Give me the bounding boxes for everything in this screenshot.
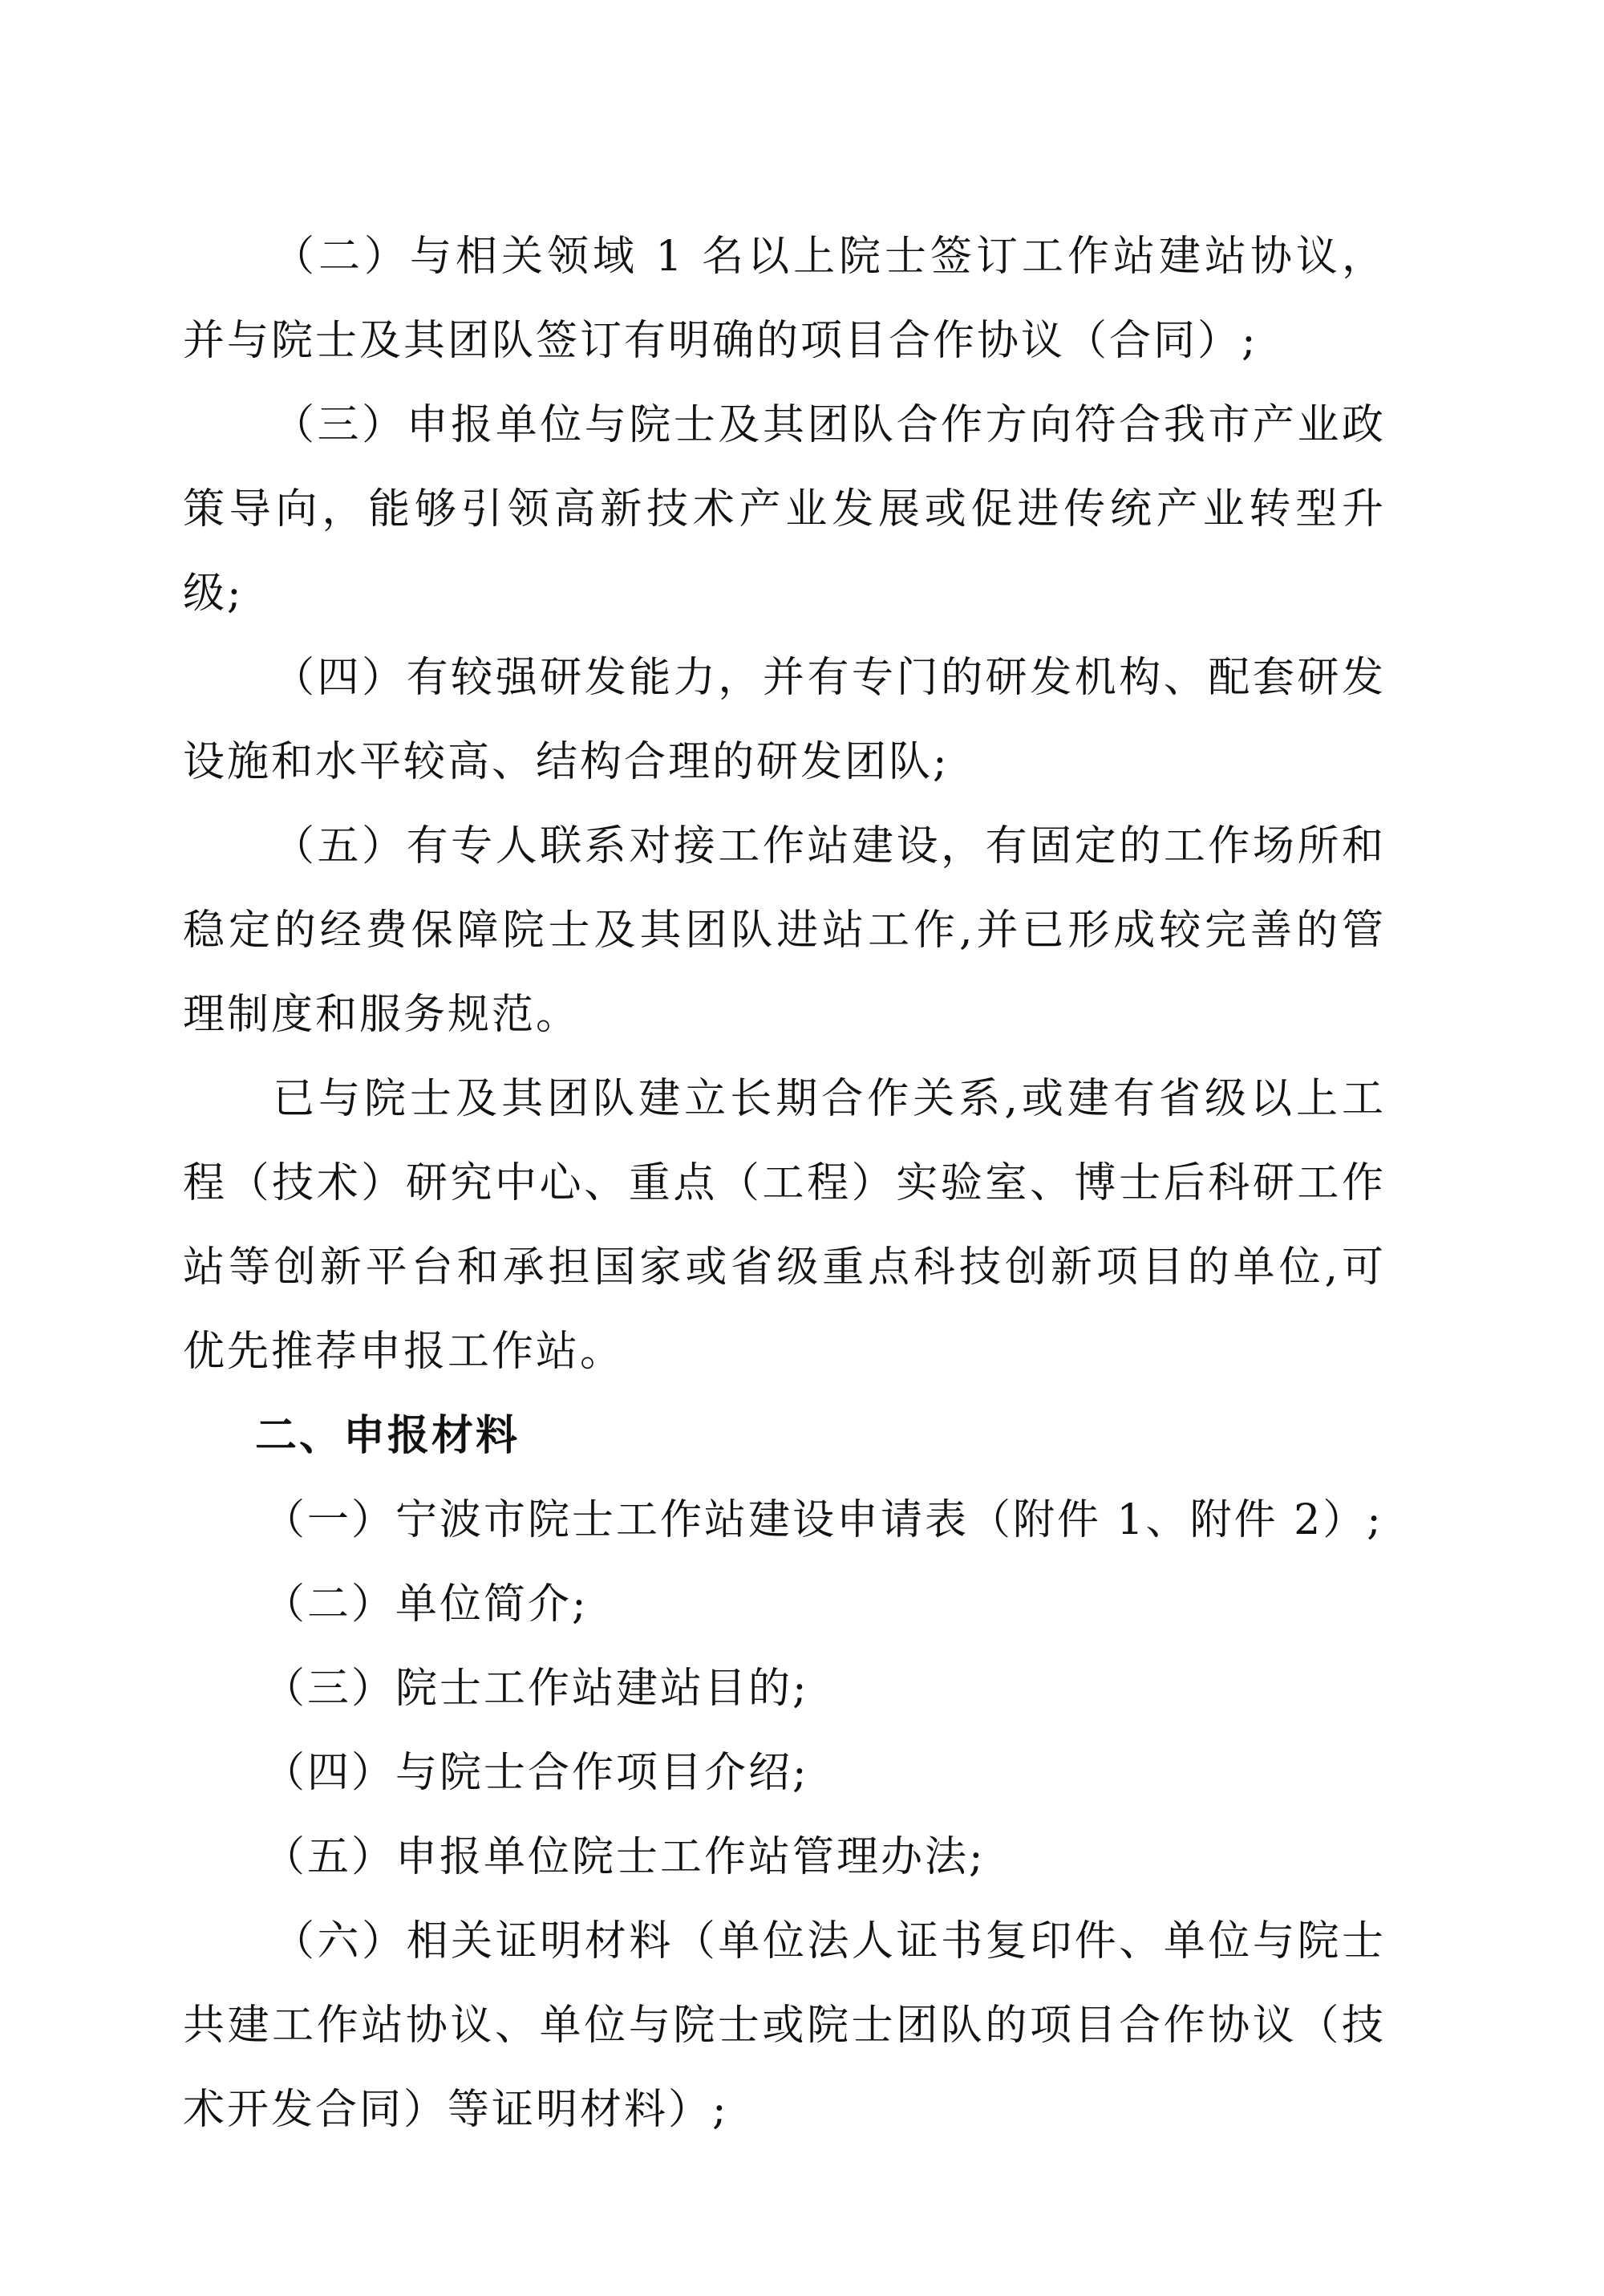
material-item-6: （六）相关证明材料（单位法人证书复印件、单位与院士共建工作站协议、单位与院士或院士团队的项目合作协议（技术开发合同）等证明材料）; xyxy=(183,1917,1386,2134)
paragraph-requirement-2: （二）与相关领域 1 名以上院士签订工作站建站协议，并与院士及其团队签订有明确的项目合作协议（合同）; xyxy=(183,233,1386,365)
document-body xyxy=(183,215,1386,2152)
material-item-2: （二）单位简介; xyxy=(263,1580,589,1629)
paragraph-priority-note: 已与院士及其团队建立长期合作关系,或建有省级以上工程（技术）研究中心、重点（工程）实验室、博士后科研工作站等创新平台和承担国家或省级重点科技创新项目的单位,可优先推荐申报工作站。 xyxy=(183,1075,1386,1376)
paragraph-requirement-4: （四）有较强研发能力，并有专门的研发机构、配套研发设施和水平较高、结构合理的研发团队; xyxy=(183,654,1386,786)
material-item-4: （四）与院士合作项目介绍; xyxy=(263,1749,809,1797)
paragraph-requirement-5: （五）有专人联系对接工作站建设，有固定的工作场所和稳定的经费保障院士及其团队进站工作,并已形成较完善的管理制度和服务规范。 xyxy=(183,822,1386,1039)
material-item-3: （三）院士工作站建站目的; xyxy=(263,1665,809,1713)
material-item-1: （一）宁波市院士工作站建设申请表（附件 1、附件 2）; xyxy=(263,1496,1383,1544)
paragraph-requirement-3: （三）申报单位与院士及其团队合作方向符合我市产业政策导向，能够引领高新技术产业发展或促进传统产业转型升级; xyxy=(183,401,1386,618)
section-heading-materials: 二、申报材料 xyxy=(255,1412,520,1460)
material-item-5: （五）申报单位院士工作站管理办法; xyxy=(263,1833,986,1881)
